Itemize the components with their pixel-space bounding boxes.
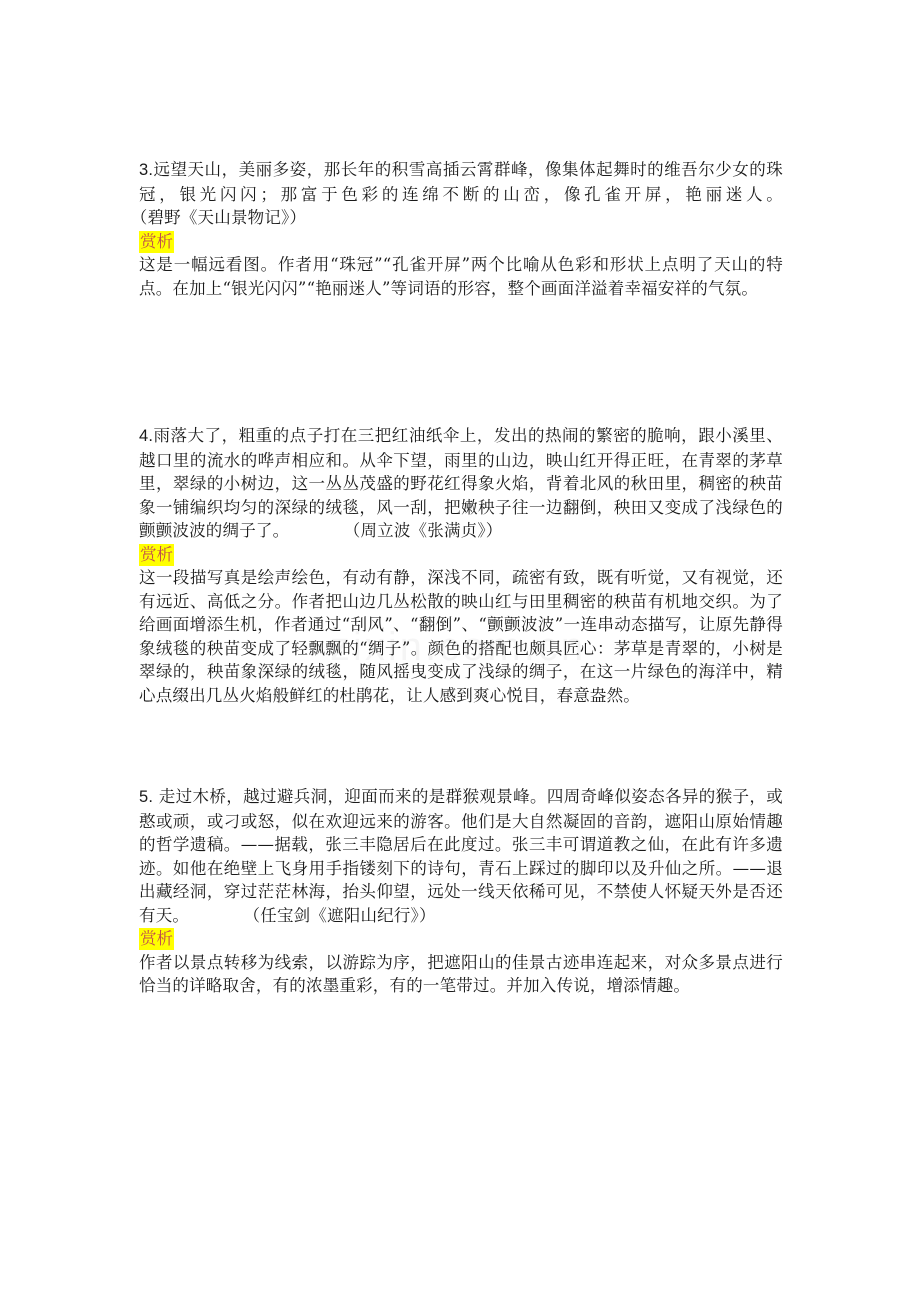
passage-body: 远望天山，美丽多姿，那长年的积雪高插云霄群峰，像集体起舞时的维吾尔少女的珠冠，银光闪闪；那富于色彩的连绵不断的山峦，像孔雀开屏，艳丽迷人。	[139, 160, 783, 204]
passage-text	[139, 424, 783, 543]
section-number: 3.	[139, 161, 154, 179]
passage-text	[139, 785, 783, 927]
section-5	[139, 785, 783, 998]
analysis-label: 赏析	[140, 544, 173, 564]
passage-body: 雨落大了，粗重的点子打在三把红油纸伞上，发出的热闹的繁密的脆响，跟小溪里、越口里的流水的哗声相应和。从伞下望，雨里的山边，映山红开得正旺，在青翠的茅草里，翠绿的小树边，这一丛丛茂盛的野花红得象火焰，背着北风的秋田里，稠密的秧苗象一铺编织均匀的深绿的绒毯，风一刮，把嫩秧子往一边翻倒，秧田又变成了浅绿色的颤颤波波的绸子了。	[139, 426, 783, 540]
section-number: 4.	[139, 427, 154, 445]
section-number: 5.	[139, 788, 154, 806]
passage-body: 走过木桥，越过避兵洞，迎面而来的是群猴观景峰。四周奇峰似姿态各异的猴子，或憨或顽，或刁或怒，似在欢迎远来的游客。他们是大自然凝固的音韵，遮阳山原始情趣的哲学遗稿。——据载，张三丰隐居后在此度过。张三丰可谓道教之仙，在此有许多遗迹。如他在绝壁上飞身用手指镂刻下的诗句，青石上踩过的脚印以及升仙之所。——退出藏经洞，穿过茫茫林海，抬头仰望，远处一线天依稀可见，不禁使人怀疑天外是否还有天。	[139, 787, 783, 925]
analysis-text: 这一段描写真是绘声绘色，有动有静，深浅不同，疏密有致，既有听觉，又有视觉，还有远近、高低之分。作者把山边几丛松散的映山红与田里稠密的秧苗有机地交织。为了给画面增添生机，作者通过“刮风”、“翻倒”、“颤颤波波”一连串动态描写，让原先静得象绒毯的秧苗变成了轻飘飘的“绸子”。颜色的搭配也颇具匠心：茅草是青翠的，小树是翠绿的，秧苗象深绿的绒毯，随风摇曳变成了浅绿的绸子，在这一片绿色的海洋中，精心点缀出几丛火焰般鲜红的杜鹃花，让人感到爽心悦目，春意盎然。	[139, 568, 783, 705]
passage-source: （周立波《张满贞》）	[289, 521, 503, 540]
section-3	[139, 158, 783, 300]
analysis-label: 赏析	[140, 929, 173, 948]
passage-source: （任宝剑《遮阳山纪行》）	[189, 905, 436, 925]
analysis-label: 赏析	[140, 231, 173, 251]
passage-text	[139, 158, 783, 230]
analysis-text: 这是一幅远看图。作者用“珠冠”“孔雀开屏”两个比喻从色彩和形状上点明了天山的特点。在加上“银光闪闪”“艳丽迷人”等词语的形容，整个画面洋溢着幸福安祥的气氛。	[139, 255, 783, 298]
section-4	[139, 424, 783, 707]
passage-source: （碧野《天山景物记》）	[139, 208, 307, 227]
analysis-text: 作者以景点转移为线索，以游踪为序，把遮阳山的佳景古迹串连起来，对众多景点进行恰当的详略取舍，有的浓墨重彩，有的一笔带过。并加入传说，增添情趣。	[139, 952, 783, 995]
